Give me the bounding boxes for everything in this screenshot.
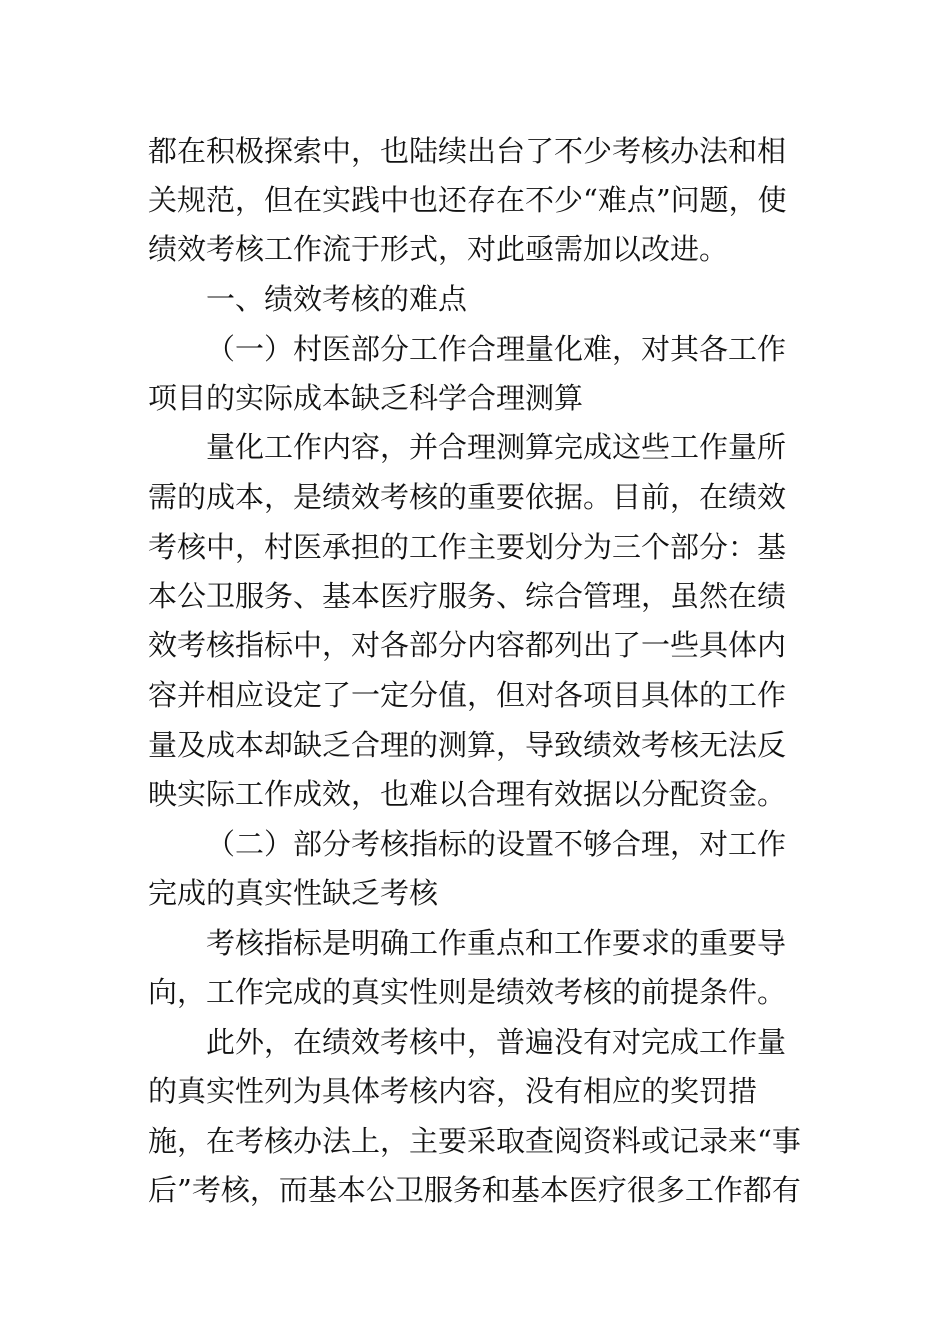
text-line-8: 需的成本，是绩效考核的重要依据。目前，在绩效 bbox=[148, 480, 787, 514]
text-line-3: 绩效考核工作流于形式，对此亟需加以改进。 bbox=[148, 232, 729, 266]
text-line-6: 项目的实际成本缺乏科学合理测算 bbox=[148, 381, 584, 415]
text-line-14: 映实际工作成效，也难以合理有效据以分配资金。 bbox=[148, 777, 787, 811]
subsection-heading-1: （一）村医部分工作合理量化难，对其各工作 bbox=[206, 332, 787, 366]
text-line-1: 都在积极探索中，也陆续出台了不少考核办法和相 bbox=[148, 134, 787, 168]
text-line-17: 考核指标是明确工作重点和工作要求的重要导 bbox=[206, 926, 787, 960]
section-heading: 一、绩效考核的难点 bbox=[206, 282, 468, 316]
text-line-13: 量及成本却缺乏合理的测算，导致绩效考核无法反 bbox=[148, 728, 787, 762]
text-line-16: 完成的真实性缺乏考核 bbox=[148, 876, 439, 910]
text-line-9: 考核中，村医承担的工作主要划分为三个部分：基 bbox=[148, 530, 787, 564]
text-line-11: 效考核指标中，对各部分内容都列出了一些具体内 bbox=[148, 628, 787, 662]
text-line-7: 量化工作内容，并合理测算完成这些工作量所 bbox=[206, 430, 787, 464]
text-line-19: 此外，在绩效考核中，普遍没有对完成工作量 bbox=[206, 1025, 787, 1059]
text-line-20: 的真实性列为具体考核内容，没有相应的奖罚措 bbox=[148, 1074, 758, 1108]
text-line-10: 本公卫服务、基本医疗服务、综合管理，虽然在绩 bbox=[148, 579, 787, 613]
text-line-21: 施，在考核办法上，主要采取查阅资料或记录来“事 bbox=[148, 1124, 801, 1158]
subsection-heading-2: （二）部分考核指标的设置不够合理，对工作 bbox=[206, 827, 787, 861]
text-line-2: 关规范，但在实践中也还存在不少“难点”问题，使 bbox=[148, 183, 787, 217]
text-line-22: 后”考核，而基本公卫服务和基本医疗很多工作都有 bbox=[148, 1173, 801, 1207]
text-line-18: 向，工作完成的真实性则是绩效考核的前提条件。 bbox=[148, 975, 787, 1009]
text-line-12: 容并相应设定了一定分值，但对各项目具体的工作 bbox=[148, 678, 787, 712]
